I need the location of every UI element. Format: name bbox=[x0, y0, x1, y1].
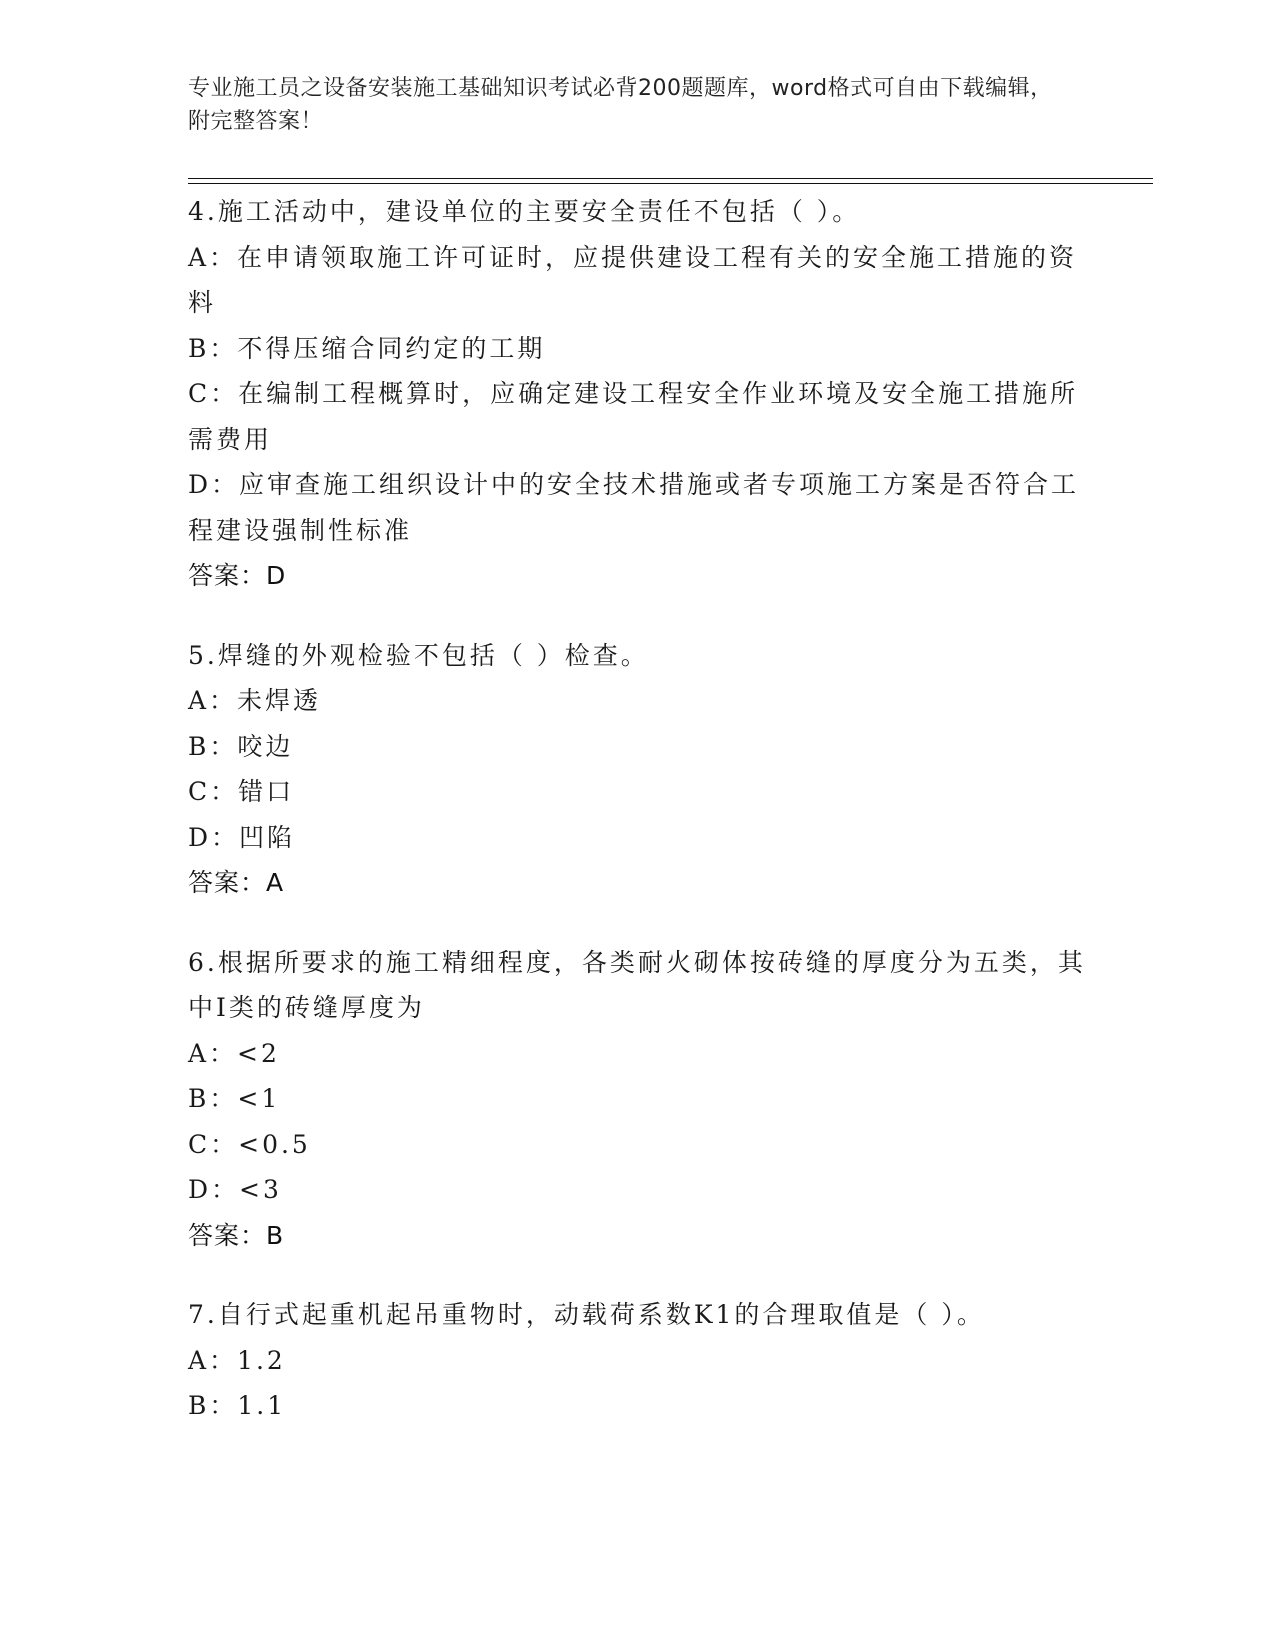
option-d: D：<3 bbox=[188, 1175, 282, 1204]
question-7 bbox=[188, 1292, 1088, 1429]
question-6 bbox=[188, 940, 1088, 1259]
question-4 bbox=[188, 189, 1088, 599]
option-b: B：咬边 bbox=[188, 731, 294, 761]
option-b: B：不得压缩合同约定的工期 bbox=[188, 333, 546, 363]
question-list bbox=[188, 189, 1088, 1463]
question-stem: 7.自行式起重机起吊重物时，动载荷系数K1的合理取值是（ ）。 bbox=[188, 1300, 985, 1329]
document-header: 专业施工员之设备安装施工基础知识考试必背200题题库，word格式可自由下载编辑，附完整答案！ bbox=[188, 76, 1053, 134]
option-a: A：<2 bbox=[188, 1038, 280, 1068]
answer-text: 答案：B bbox=[188, 1220, 285, 1250]
option-a: A：在申请领取施工许可证时，应提供建设工程有关的安全施工措施的资料 bbox=[188, 242, 1078, 317]
option-c: C：错口 bbox=[188, 777, 295, 806]
answer-text: 答案：A bbox=[188, 868, 285, 897]
option-a: A：未焊透 bbox=[188, 686, 322, 715]
option-b: B：<1 bbox=[188, 1084, 281, 1113]
header-divider-bottom bbox=[188, 183, 1153, 184]
header-divider-top bbox=[188, 178, 1153, 179]
question-stem: 4.施工活动中，建设单位的主要安全责任不包括（ ）。 bbox=[188, 197, 861, 226]
option-b: B：1.1 bbox=[188, 1391, 287, 1420]
answer-text: 答案：D bbox=[188, 561, 287, 590]
option-c: C：在编制工程概算时，应确定建设工程安全作业环境及安全施工措施所需费用 bbox=[188, 379, 1079, 454]
option-d: D：凹陷 bbox=[188, 822, 296, 852]
question-stem: 5.焊缝的外观检验不包括（ ）检查。 bbox=[188, 640, 649, 670]
question-5 bbox=[188, 633, 1088, 906]
option-c: C：<0.5 bbox=[188, 1129, 311, 1159]
question-stem: 6.根据所要求的施工精细程度，各类耐火砌体按砖缝的厚度分为五类，其中Ⅰ类的砖缝厚度为 bbox=[188, 947, 1086, 1022]
option-a: A：1.2 bbox=[188, 1345, 286, 1375]
option-d: D：应审查施工组织设计中的安全技术措施或者专项施工方案是否符合工程建设强制性标准 bbox=[188, 470, 1080, 545]
